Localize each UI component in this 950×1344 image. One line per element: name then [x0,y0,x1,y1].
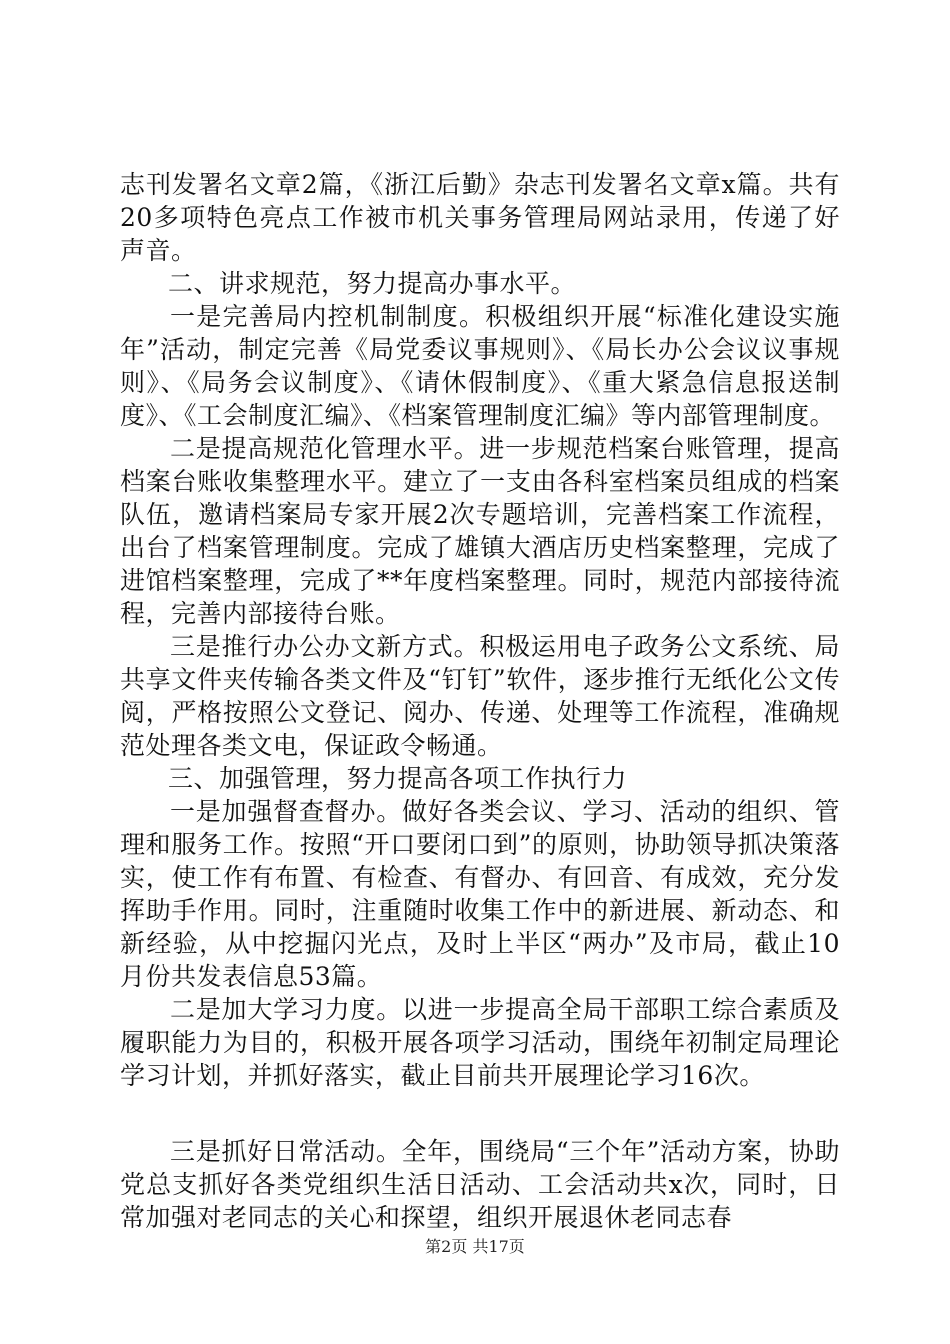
paragraph-internal-control: 一是完善局内控机制制度。积极组织开展“标准化建设实施年”活动，制定完善《局党委议事规则》、《局长办公会议议事规则》、《局务会议制度》、《请休假制度》、《重大紧急信息报送制度》、《工会制度汇编》、《档案管理制度汇编》等内部管理制度。 [120,302,840,430]
paragraph-standardized-management: 二是提高规范化管理水平。进一步规范档案台账管理，提高档案台账收集整理水平。建立了一支由各科室档案员组成的档案队伍，邀请档案局专家开展2次专题培训，完善档案工作流程，出台了档案管理制度。完成了雄镇大酒店历史档案整理，完成了进馆档案整理，完成了**年度档案整理。同时，规范内部接待流程，完善内部接待台账。 [120,434,840,628]
section-heading-2: 二、讲求规范，努力提高办事水平。 [168,269,577,298]
page-footer: 第2页 共17页 [425,1237,525,1256]
paragraph-study: 二是加大学习力度。以进一步提高全局干部职工综合素质及履职能力为目的，积极开展各项学习活动，围绕年初制定局理论学习计划，并抓好落实，截止目前共开展理论学习16次。 [120,995,840,1090]
paragraph-supervision: 一是加强督查督办。做好各类会议、学习、活动的组织、管理和服务工作。按照“开口要闭口到”的原则，协助领导抓决策落实，使工作有布置、有检查、有督办、有回音、有成效，充分发挥助手作用。同时，注重随时收集工作中的新进展、新动态、和新经验，从中挖掘闪光点，及时上半区“两办”及市局，截止10月份共发表信息53篇。 [120,797,840,991]
document-body [120,168,840,1234]
paragraph-gap [120,1092,840,1135]
paragraph-continuation: 志刊发署名文章2篇，《浙江后勤》杂志刊发署名文章x篇。共有20多项特色亮点工作被市机关事务管理局网站录用，传递了好声音。 [120,170,840,265]
paragraph-daily-activities: 三是抓好日常活动。全年，围绕局“三个年”活动方案，协助党总支抓好各类党组织生活日活动、工会活动共x次，同时，日常加强对老同志的关心和探望，组织开展退休老同志春 [120,1137,840,1232]
paragraph-office-methods: 三是推行办公办文新方式。积极运用电子政务公文系统、局共享文件夹传输各类文件及“钉钉”软件，逐步推行无纸化公文传阅，严格按照公文登记、阅办、传递、处理等工作流程，准确规范处理各类文电，保证政令畅通。 [120,632,840,760]
section-heading-3: 三、加强管理，努力提高各项工作执行力 [168,764,628,793]
